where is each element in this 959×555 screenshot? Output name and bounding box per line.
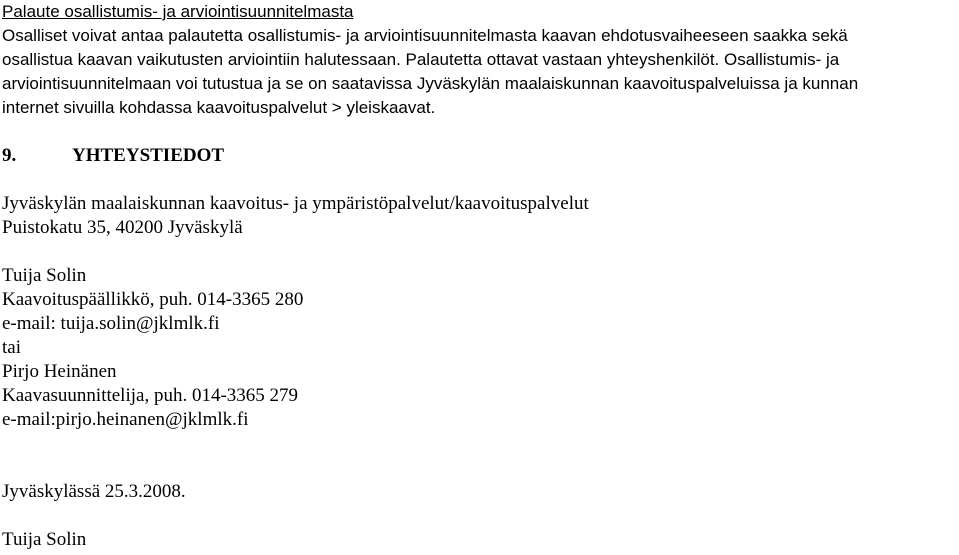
section-title: YHTEYSTIEDOT	[72, 145, 225, 166]
contact-person-2-email: e-mail:pirjo.heinanen@jklmlk.fi	[2, 409, 249, 430]
paragraph-line: internet sivuilla kohdassa kaavoituspalvelut > yleiskaavat.	[2, 98, 436, 117]
contact-person-1-name: Tuija Solin	[2, 265, 87, 286]
contact-person-2-title: Kaavasuunnittelija, puh. 014-3365 279	[2, 385, 299, 406]
place-date: Jyväskylässä 25.3.2008.	[2, 481, 186, 502]
feedback-paragraph	[2, 24, 957, 120]
paragraph-line: arviointisuunnitelmaan voi tutustua ja se on saatavissa Jyväskylän maalaiskunnan kaavoituspalveluissa ja kunnan	[2, 74, 859, 93]
contact-person-1-email: e-mail: tuija.solin@jklmlk.fi	[2, 313, 220, 334]
feedback-heading: Palaute osallistumis- ja arviointisuunnitelmasta	[2, 2, 354, 21]
contact-person-1-title: Kaavoituspäällikkö, puh. 014-3365 280	[2, 289, 304, 310]
contacts-section-heading	[2, 144, 224, 168]
contact-person-2-name: Pirjo Heinänen	[2, 361, 117, 382]
section-number: 9.	[2, 145, 17, 166]
office-address: Puistokatu 35, 40200 Jyväskylä	[2, 217, 243, 238]
paragraph-line: Osalliset voivat antaa palautetta osallistumis- ja arviointisuunnitelmasta kaavan ehdotusvaiheeseen saakka sekä	[2, 26, 848, 45]
signer-name: Tuija Solin	[2, 529, 87, 550]
office-name: Jyväskylän maalaiskunnan kaavoitus- ja ympäristöpalvelut/kaavoituspalvelut	[2, 193, 589, 214]
paragraph-line: osallistua kaavan vaikutusten arviointiin halutessaan. Palautetta ottavat vastaan yhteyshenkilöt. Osallistumis- ja	[2, 50, 840, 69]
contact-separator: tai	[2, 337, 21, 358]
